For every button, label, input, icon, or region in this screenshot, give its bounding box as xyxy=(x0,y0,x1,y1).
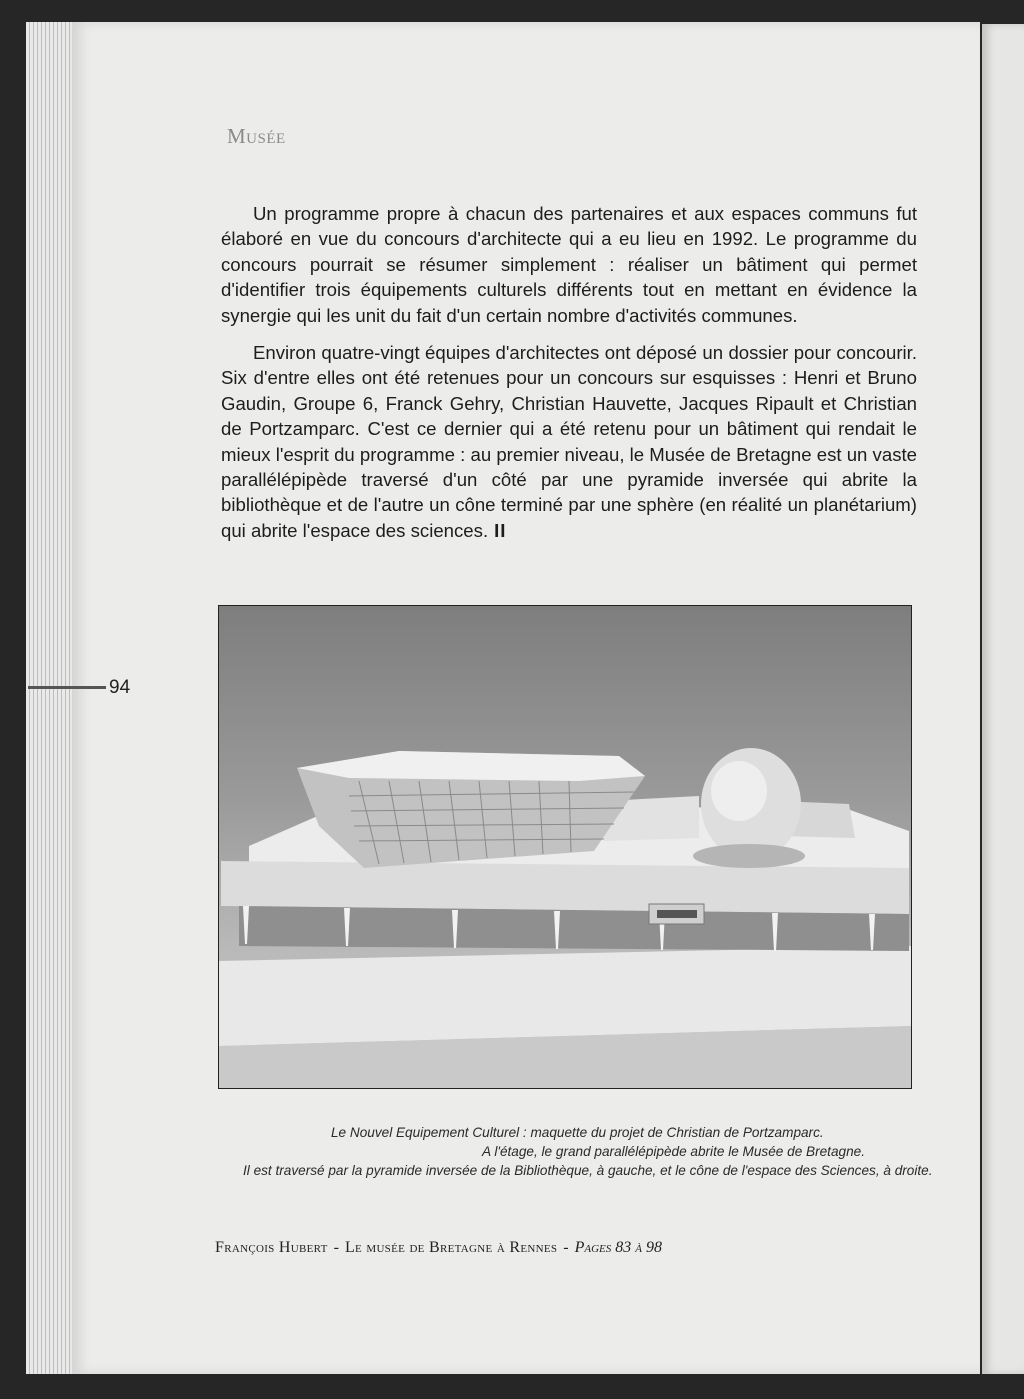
page-number: 94 xyxy=(109,677,131,698)
body-text xyxy=(221,201,917,555)
paragraph-1: Un programme propre à chacun des partenaires et aux espaces communs fut élaboré en vue du concours d'architecte qui a eu lieu en 1992. Le programme du concours pourrait se résumer simplement : réaliser un bâtiment qui permet d'identifier trois équipements culturels différents tout en mettant en évidence la synergie qui les unit du fait d'un certain nombre d'activités communes. xyxy=(221,203,917,326)
footer-title: Le musée de Bretagne à Rennes xyxy=(344,1239,558,1256)
section-title: Musée xyxy=(227,124,286,148)
parallelepiped-front xyxy=(221,861,909,914)
facing-page-edge xyxy=(982,24,1024,1374)
caption-line-1: Le Nouvel Equipement Culturel : maquette du projet de Christian de Portzamparc. xyxy=(331,1125,824,1140)
pyramid-top-rim xyxy=(297,751,645,781)
sphere-highlight xyxy=(711,761,767,821)
footer-pages: Pages 83 à 98 xyxy=(574,1239,662,1256)
paragraph-2-text: Environ quatre-vingt équipes d'architectes ont déposé un dossier pour concourir. Six d'entre elles ont été retenues pour un concours sur esquisses : Henri et Bruno Gaudin, Groupe 6, Franck Gehry, Christian Hauvette, Jacques Ripault et Christian de Portzamparc. C'est ce dernier qui a été retenu pour un bâtiment qui rendait le mieux l'esprit du programme : au premier niveau, le Musée de Bretagne est un vaste parallélépipède traversé d'un côté par une pyramide inversée qui abrite la bibliothèque et de l'autre un cône terminé par une sphère (en réalité un planétarium) qui abrite l'espace des sciences. xyxy=(221,342,918,541)
footer-separator-1: - xyxy=(333,1239,339,1256)
margin-tick xyxy=(28,686,106,689)
footer-separator-2: - xyxy=(563,1239,569,1256)
architecture-model-photo xyxy=(218,605,912,1089)
caption-line-3: Il est traversé par la pyramide inversée de la Bibliothèque, à gauche, et le cône de l'espace des Sciences, à droite. xyxy=(243,1163,933,1178)
building-model-illustration xyxy=(219,606,911,1088)
balcony-window xyxy=(657,910,697,918)
paragraph-2 xyxy=(221,340,917,543)
caption-line-2: A l'étage, le grand parallélépipède abrite le Musée de Bretagne. xyxy=(482,1144,865,1159)
cone-opening xyxy=(693,844,805,868)
end-mark: II xyxy=(494,519,507,541)
footer-author: François Hubert xyxy=(215,1239,328,1256)
running-footer xyxy=(215,1239,662,1257)
